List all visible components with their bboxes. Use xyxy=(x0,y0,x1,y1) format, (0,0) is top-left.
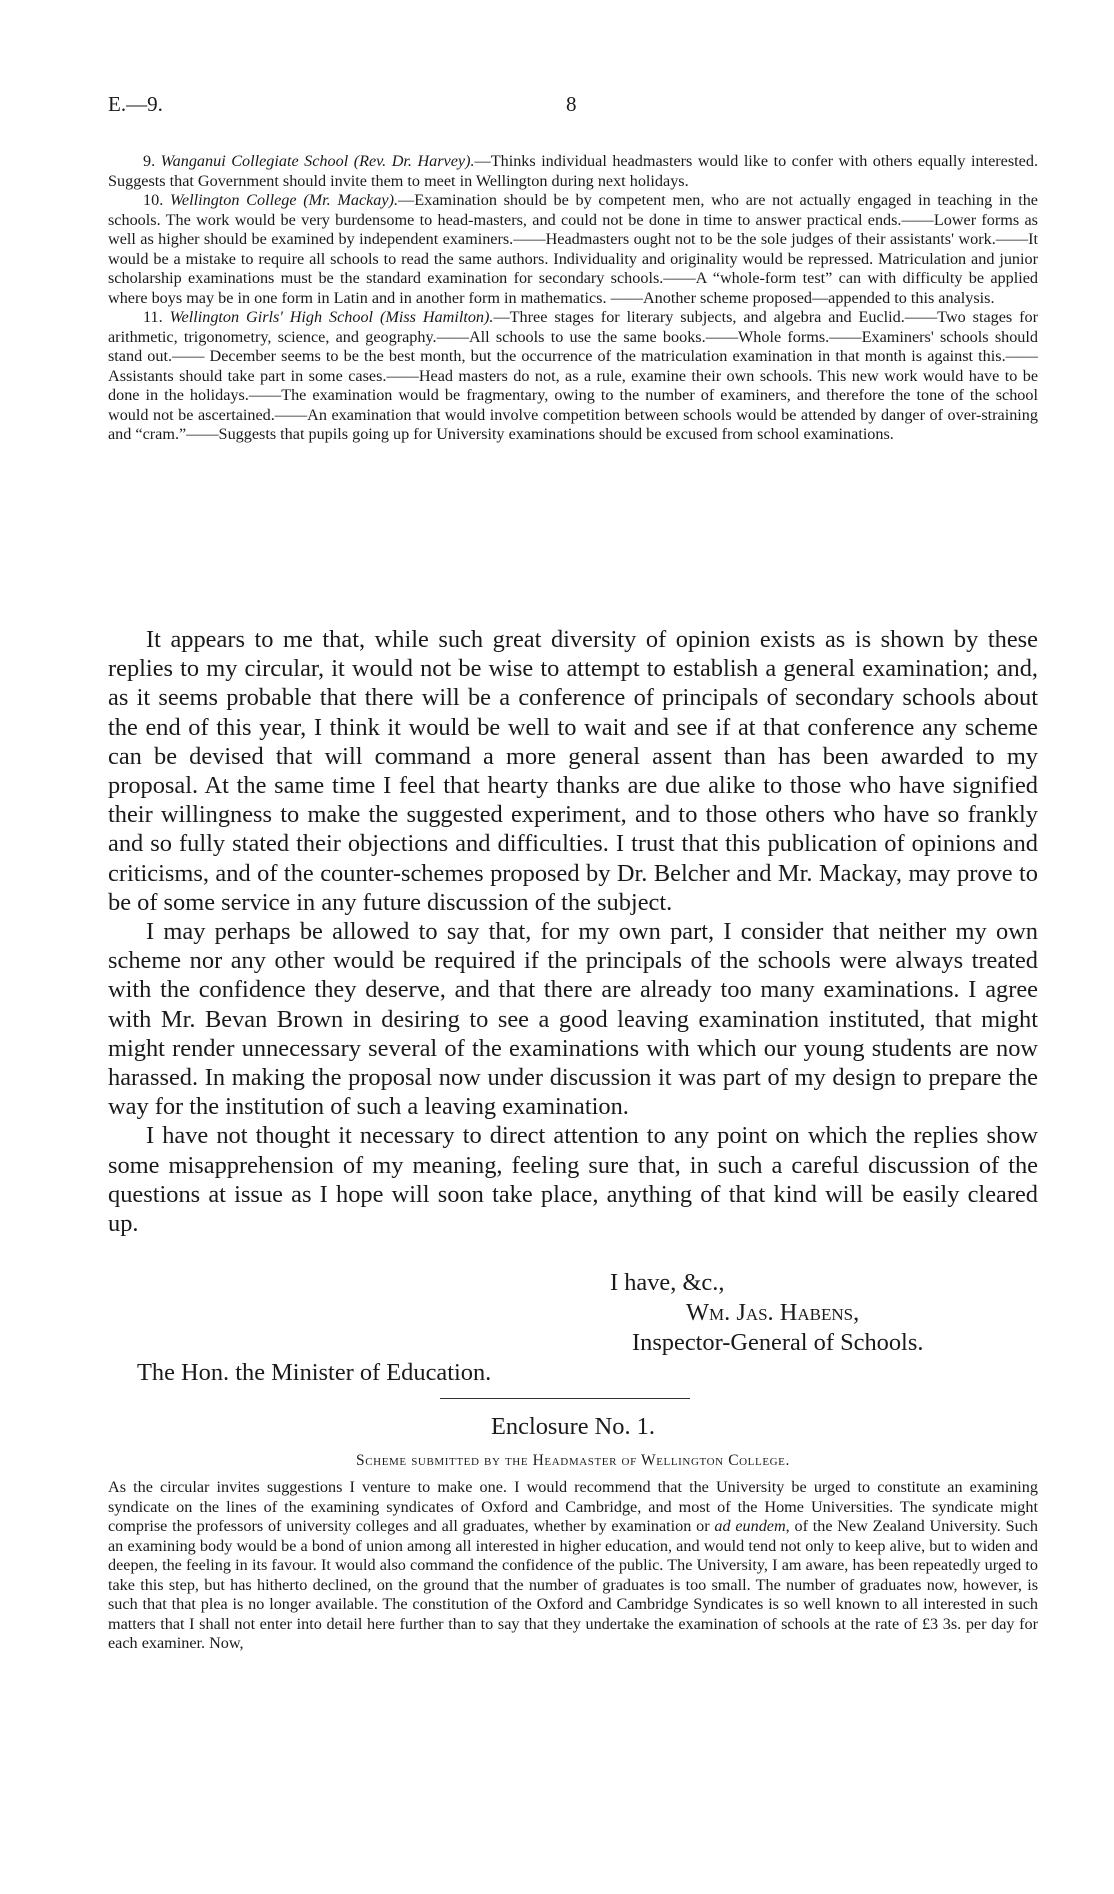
replies-analysis xyxy=(108,152,1038,445)
page-number: 8 xyxy=(566,92,577,116)
reply-item: 11. Wellington Girls' High School (Miss Hamilton).—Three stages for literary subjects, and algebra and Euclid.——Two stages for arithmetic, trigonometry, science, and geography.——All schools to use the same books.——Whole forms.——Examiners' schools should stand out.—— December seems to be the best month, but the occurrence of the matriculation examination in that month is against this.——Assistants should take part in some cases.——Head masters do not, as a rule, examine their own schools. This new work would have to be done in the holidays.——The examination would be fragmentary, owing to the number of examiners, and therefore the tone of the school would not be ascertained.——An examination that would involve competition between schools would be attended by danger of over-straining and “cram.”——Suggests that pupils going up for University examinations should be excused from school examinations. xyxy=(108,308,1039,443)
body-paragraph: I have not thought it necessary to direct attention to any point on which the replies show some misapprehension of my meaning, feeling sure that, in such a careful discussion of the questions at issue as I hope will soon take place, anything of that kind will be easily cleared up. xyxy=(108,1122,1038,1238)
signature-name: Wm. Jas. Habens, xyxy=(686,1299,860,1326)
reply-item: 10. Wellington College (Mr. Mackay).—Examination should be by competent men, who are not actually engaged in teaching in the schools. The work would be very burdensome to head-masters, and could not be done in time to answer practical ends.——Lower forms as well as higher should be examined by independent examiners.——Headmasters ought not to be the sole judges of their assistants' work.——It would be a mistake to require all schools to read the same authors. Individuality and originality would be repressed. Matriculation and junior scholarship examinations must be the standard examination for secondary schools.——A “whole-form test” can with difficulty be applied where boys may be in one form in Latin and in another form in mathematics. ——Another scheme proposed—appended to this analysis. xyxy=(108,191,1038,307)
reply-text: —Three stages for literary subjects, and algebra and Euclid.——Two stages for arithmetic, trigonometry, science, and geography.——All schools to use the same books.——Whole forms.——Examiners' schools should stand out.—— December seems to be the best month, but the occurrence of the matriculation examination in that month is against this.——Assistants should take part in some cases.——Head masters do not, as a rule, examine their own schools. This new work would have to be done in the holidays.——The examination would be fragmentary, owing to the number of examiners, and therefore the tone of the school would not be ascertained.——An examination that would involve competition between schools would be attended by danger of over-straining and “cram.”——Suggests that pupils going up for University examinations should be excused from school examinations. xyxy=(108,308,1039,443)
addressee: The Hon. the Minister of Education. xyxy=(137,1359,492,1386)
enclosure-body xyxy=(108,1478,1038,1654)
reply-text: —Thinks individual headmasters would like to confer with others equally interested. Suggests that Government should invite them to meet in Wellington during next holidays. xyxy=(108,152,1038,190)
reply-school: Wellington Girls' High School (Miss Hamilton). xyxy=(169,308,494,326)
section-divider xyxy=(440,1398,690,1399)
signature-title: Inspector-General of Schools. xyxy=(632,1329,924,1356)
enclosure-subtitle: Scheme submitted by the Headmaster of Wellington College. xyxy=(356,1452,790,1469)
enclosure-paragraph: As the circular invites suggestions I venture to make one. I would recommend that the University be urged to constitute an examining syndicate on the lines of the examining syndicates of Oxford and Cambridge, and most of the Home Universities. The syndicate might comprise the professors of university colleges and all graduates, whether by examination or ad eundem, of the New Zealand University. Such an examining body would be a bond of union among all interested in higher education, and would tend not only to keep alive, but to widen and deepen, the feeling in its favour. It would also command the confidence of the public. The University, I am aware, has been repeatedly urged to take this step, but has hitherto declined, on the ground that the number of graduates is too small. The number of graduates now, however, is such that that plea is no longer available. The constitution of the Oxford and Cambridge Syndicates is so well known to all interested in such matters that I shall not enter into detail here further than to say that they undertake the examination of schools at the rate of £3 3s. per day for each examiner. Now, xyxy=(108,1478,1038,1652)
enclosure-title: Enclosure No. 1. xyxy=(491,1413,655,1440)
reply-school: Wanganui Collegiate School (Rev. Dr. Harvey). xyxy=(160,152,475,170)
signature-salutation: I have, &c., xyxy=(610,1269,725,1296)
document-reference: E.—9. xyxy=(108,92,163,116)
reply-text: —Examination should be by competent men, who are not actually engaged in teaching in the schools. The work would be very burdensome to head-masters, and could not be done in time to answer practical ends.——Lower forms as well as higher should be examined by independent examiners.——Headmasters ought not to be the sole judges of their assistants' work.——It would be a mistake to require all schools to read the same authors. Individuality and originality would be repressed. Matriculation and junior scholarship examinations must be the standard examination for secondary schools.——A “whole-form test” can with difficulty be applied where boys may be in one form in Latin and in another form in mathematics. ——Another scheme proposed—appended to this analysis. xyxy=(108,191,1038,307)
reply-school: Wellington College (Mr. Mackay). xyxy=(169,191,399,209)
reply-item: 9. Wanganui Collegiate School (Rev. Dr. Harvey).—Thinks individual headmasters would like to confer with others equally interested. Suggests that Government should invite them to meet in Wellington during next holidays. xyxy=(108,152,1038,190)
main-body xyxy=(108,625,1038,1238)
body-paragraph: It appears to me that, while such great diversity of opinion exists as is shown by these replies to my circular, it would not be wise to attempt to establish a general examination; and, as it seems probable that there will be a conference of principals of secondary schools about the end of this year, I think it would be well to wait and see if at that conference any scheme can be devised that will command a more general assent than has been awarded to my proposal. At the same time I feel that hearty thanks are due alike to those who have signified their willingness to make the suggested experiment, and to those others who have so frankly and so fully stated their objections and difficulties. I trust that this publication of opinions and criticisms, and of the counter-schemes proposed by Dr. Belcher and Mr. Mackay, may prove to be of some service in any future discussion of the subject. xyxy=(108,626,1038,916)
page-header xyxy=(108,92,1038,122)
body-paragraph: I may perhaps be allowed to say that, for my own part, I consider that neither my own scheme nor any other would be required if the principals of the schools were always treated with the confidence they deserve, and that there are already too many examinations. I agree with Mr. Bevan Brown in desiring to see a good leaving examination instituted, that might might render unnecessary several of the examinations with which our young students are now harassed. In making the proposal now under discussion it was part of my design to prepare the way for the institution of such a leaving examination. xyxy=(108,918,1038,1121)
